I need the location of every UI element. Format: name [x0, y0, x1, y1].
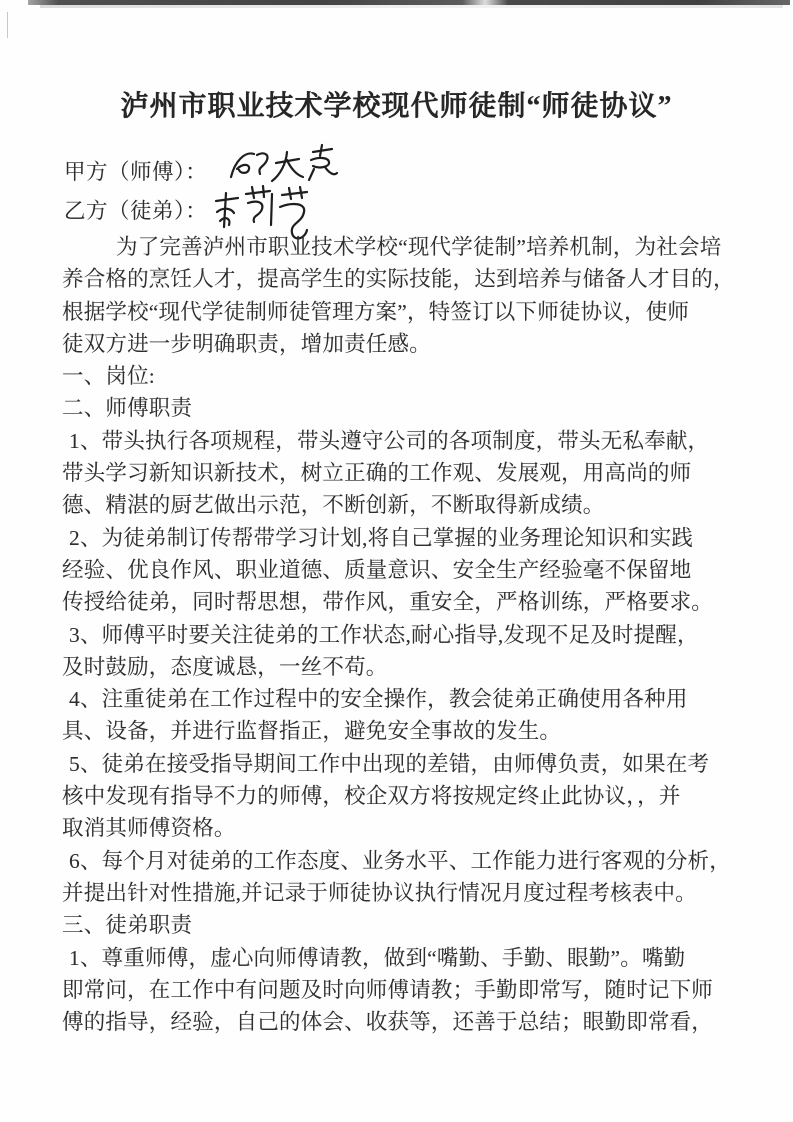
body-line: 2、为徒弟制订传帮带学习计划,将自己掌握的业务理论知识和实践 — [69, 525, 694, 550]
party-a-signature-handwriting — [221, 143, 343, 200]
body-line: 为了完善泸州市职业技术学校“现代学徒制”培养机制，为社会培 — [116, 235, 722, 259]
signature-a-strokes — [221, 143, 343, 195]
scan-edge-haze — [40, 5, 783, 8]
body-line: 1、尊重师傅，虚心向师傅请教，做到“嘴勤、手勤、眼勤”。嘴勤 — [69, 945, 686, 970]
scan-left-mark — [7, 12, 8, 38]
body-line: 养合格的烹饪人才，提高学生的实际技能，达到培养与储备人才目的， — [62, 267, 735, 292]
body-line: 4、注重徒弟在工作过程中的安全操作，教会徒弟正确使用各种用 — [69, 687, 688, 712]
body-line: 一、岗位: — [62, 364, 155, 389]
body-line: 根据学校“现代学徒制师徒管理方案”，特签订以下师徒协议，使师 — [62, 299, 690, 324]
body-line: 5、徒弟在接受指导期间工作中出现的差错，由师傅负责，如果在考 — [69, 751, 710, 776]
body-line: 6、每个月对徒弟的工作态度、业务水平、工作能力进行客观的分析， — [69, 848, 731, 873]
body-line: 即常问，在工作中有问题及时向师傅请教；手勤即常写，随时记下师 — [62, 977, 714, 1002]
body-line: 并提出针对性措施,并记录于师徒协议执行情况月度过程考核表中。 — [62, 880, 697, 905]
body-line: 傅的指导，经验，自己的体会、收获等，还善于总结；眼勤即常看， — [62, 1010, 714, 1035]
body-line: 德、精湛的厨艺做出示范，不断创新，不断取得新成绩。 — [62, 493, 605, 518]
body-line: 3、师傅平时要关注徒弟的工作状态,耐心指导,发现不足及时提醒， — [69, 622, 699, 647]
body-line: 带头学习新知识新技术，树立正确的工作观、发展观，用高尚的师 — [62, 461, 692, 486]
body-line: 经验、优良作风、职业道德、质量意识、安全生产经验毫不保留地 — [62, 557, 692, 582]
body-line: 三、徒弟职责 — [62, 913, 193, 938]
body-line: 传授给徒弟，同时帮思想，带作风，重安全，严格训练，严格要求。 — [62, 590, 714, 615]
body-line: 核中发现有指导不力的师傅，校企双方将按规定终止此协议，，并 — [62, 784, 681, 809]
body-line: 1、带头执行各项规程，带头遵守公司的各项制度，带头无私奉献， — [69, 428, 710, 453]
body-line: 及时鼓励，态度诚恳，一丝不苟。 — [62, 654, 388, 679]
body-line: 徒双方进一步明确职责，增加责任感。 — [62, 331, 431, 356]
document-title: 泸州市职业技术学校现代师徒制“师徒协议” — [120, 91, 673, 122]
party-a-label: 甲方（师傅）： — [64, 160, 208, 184]
body-line: 取消其师傅资格。 — [62, 816, 236, 841]
party-b-label: 乙方（徒弟）： — [64, 199, 208, 223]
body-line: 具、设备，并进行监督指正，避免安全事故的发生。 — [62, 719, 562, 744]
body-line: 二、师傅职责 — [62, 396, 193, 421]
body-text — [62, 231, 740, 1038]
